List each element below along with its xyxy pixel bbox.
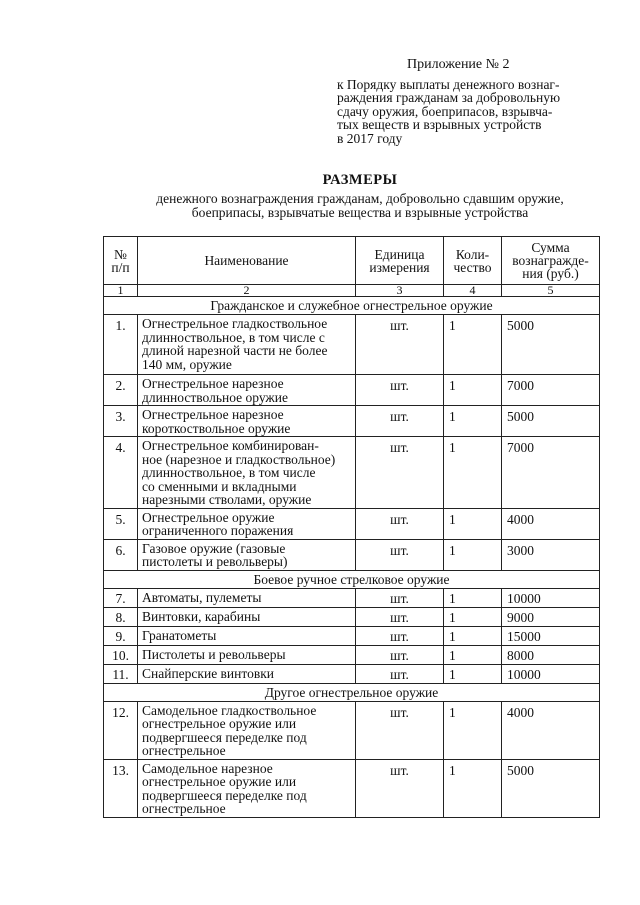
row-quantity: 1: [444, 437, 502, 509]
row-sum: 9000: [502, 607, 600, 626]
appendix-line: раждения гражданам за добровольную: [337, 90, 561, 105]
row-name: [138, 406, 356, 437]
row-name-line: нарезными стволами, оружие: [142, 492, 312, 507]
table-header-row: [104, 237, 600, 285]
column-number: 1: [104, 285, 138, 297]
row-number: 13.: [104, 759, 138, 817]
row-name-line: длиной нарезной части не более: [142, 343, 328, 358]
header-sum-line: вознагражде-: [512, 253, 589, 268]
row-name-line: Огнестрельное нарезное: [142, 376, 284, 391]
row-sum: 5000: [502, 315, 600, 375]
table-row: [104, 645, 600, 664]
row-name-line: Огнестрельное гладкоствольное: [142, 316, 328, 331]
row-name: [138, 539, 356, 570]
appendix-line: в 2017 году: [337, 130, 403, 146]
header-sum-line: Сумма: [531, 240, 570, 255]
row-number: 12.: [104, 701, 138, 759]
column-number: 5: [502, 285, 600, 297]
row-name: [138, 588, 356, 607]
appendix-line: сдачу оружия, боеприпасов, взрывча-: [337, 103, 553, 119]
row-unit: шт.: [356, 437, 444, 509]
header-qty-line: чество: [453, 259, 492, 275]
row-name-line: Самодельное нарезное: [142, 760, 273, 776]
header-qty: [444, 237, 502, 285]
document-title: РАЗМЕРЫ: [322, 172, 398, 188]
table-row: [104, 375, 600, 406]
table-row: [104, 626, 600, 645]
row-name-line: Газовое оружие (газовые: [142, 540, 286, 556]
row-quantity: 1: [444, 607, 502, 626]
header-num: [104, 237, 138, 285]
row-name-line: короткоствольное оружие: [142, 420, 291, 436]
table-row: [104, 315, 600, 375]
row-sum: 4000: [502, 701, 600, 759]
subtitle-line: денежного вознаграждения гражданам, добровольно сдавшим оружие,: [156, 191, 564, 206]
section-title: Гражданское и служебное огнестрельное оружие: [104, 297, 600, 315]
header-name: Наименование: [138, 237, 356, 285]
row-name: [138, 315, 356, 375]
row-sum: 10000: [502, 664, 600, 683]
row-unit: шт.: [356, 315, 444, 375]
row-number: 8.: [104, 607, 138, 626]
row-name: [138, 508, 356, 539]
section-header-row: [104, 683, 600, 701]
row-quantity: 1: [444, 508, 502, 539]
row-name: [138, 759, 356, 817]
row-unit: шт.: [356, 607, 444, 626]
row-sum: 8000: [502, 645, 600, 664]
row-name-line: Огнестрельное комбинирован-: [142, 438, 319, 453]
row-name-line: Снайперские винтовки: [142, 665, 275, 681]
header-sum: [502, 237, 600, 285]
subtitle-line: боеприпасы, взрывчатые вещества и взрывные устройства: [191, 205, 529, 220]
row-quantity: 1: [444, 539, 502, 570]
row-sum: 7000: [502, 375, 600, 406]
row-name-line: ное (нарезное и гладкоствольное): [142, 451, 336, 467]
row-name: [138, 701, 356, 759]
header-qty-line: Коли-: [455, 246, 490, 262]
row-unit: шт.: [356, 588, 444, 607]
row-name-line: подвергшееся переделке под: [142, 729, 307, 745]
row-name: [138, 607, 356, 626]
row-name-line: огнестрельное: [142, 801, 226, 816]
column-number: 3: [356, 285, 444, 297]
column-number-row: [104, 285, 600, 297]
header-num-line: п/п: [111, 259, 130, 275]
row-name-line: Самодельное гладкоствольное: [142, 702, 317, 718]
row-name-line: Огнестрельное нарезное: [142, 407, 284, 422]
row-number: 6.: [104, 539, 138, 570]
row-name-line: Огнестрельное оружие: [142, 509, 275, 525]
row-name-line: длинноствольное оружие: [142, 389, 288, 405]
header-sum-line: ния (руб.): [522, 266, 579, 281]
appendix-number: Приложение № 2: [407, 57, 510, 72]
column-number: 4: [444, 285, 502, 297]
header-unit: [356, 237, 444, 285]
table-row: [104, 406, 600, 437]
row-number: 11.: [104, 664, 138, 683]
row-unit: шт.: [356, 508, 444, 539]
row-name-line: огнестрельное оружие или: [142, 716, 297, 731]
row-sum: 7000: [502, 437, 600, 509]
row-name-line: пистолеты и револьверы): [142, 554, 288, 569]
row-unit: шт.: [356, 645, 444, 664]
row-number: 10.: [104, 645, 138, 664]
table-row: [104, 701, 600, 759]
row-quantity: 1: [444, 315, 502, 375]
row-unit: шт.: [356, 406, 444, 437]
row-unit: шт.: [356, 539, 444, 570]
row-number: 9.: [104, 626, 138, 645]
table-row: [104, 539, 600, 570]
row-number: 5.: [104, 508, 138, 539]
rewards-table: [103, 236, 600, 818]
section-header-row: [104, 570, 600, 588]
row-name: [138, 375, 356, 406]
row-sum: 5000: [502, 406, 600, 437]
row-sum: 4000: [502, 508, 600, 539]
table-row: [104, 588, 600, 607]
row-unit: шт.: [356, 664, 444, 683]
appendix-line: тых веществ и взрывных устройств: [337, 117, 542, 132]
row-name-line: ограниченного поражения: [142, 523, 294, 538]
row-number: 7.: [104, 588, 138, 607]
section-title: Другое огнестрельное оружие: [104, 683, 600, 701]
row-unit: шт.: [356, 701, 444, 759]
header-unit-line: измерения: [369, 259, 430, 275]
row-name-line: Пистолеты и револьверы: [142, 646, 286, 662]
table-row: [104, 607, 600, 626]
row-name: [138, 645, 356, 664]
row-name: [138, 626, 356, 645]
row-unit: шт.: [356, 375, 444, 406]
row-quantity: 1: [444, 406, 502, 437]
row-name-line: 140 мм, оружие: [142, 356, 232, 372]
row-quantity: 1: [444, 626, 502, 645]
header-num-line: №: [114, 246, 127, 262]
table-row: [104, 508, 600, 539]
row-quantity: 1: [444, 588, 502, 607]
row-name-line: длинноствольное, в том числе с: [142, 329, 325, 345]
row-name-line: Винтовки, карабины: [142, 608, 261, 624]
row-name-line: длинноствольное, в том числе: [142, 465, 316, 480]
row-name-line: Гранатометы: [142, 627, 217, 643]
row-number: 4.: [104, 437, 138, 509]
header-unit-line: Единица: [374, 246, 425, 262]
appendix-header: [337, 58, 607, 145]
table-row: [104, 437, 600, 509]
column-number: 2: [138, 285, 356, 297]
row-unit: шт.: [356, 759, 444, 817]
section-title: Боевое ручное стрелковое оружие: [104, 570, 600, 588]
row-sum: 3000: [502, 539, 600, 570]
table-body: [104, 297, 600, 818]
table-row: [104, 664, 600, 683]
row-number: 2.: [104, 375, 138, 406]
row-quantity: 1: [444, 664, 502, 683]
row-sum: 10000: [502, 588, 600, 607]
row-unit: шт.: [356, 626, 444, 645]
row-quantity: 1: [444, 701, 502, 759]
section-header-row: [104, 297, 600, 315]
row-name-line: огнестрельное: [142, 743, 226, 758]
document-subtitle: [60, 192, 640, 220]
row-quantity: 1: [444, 645, 502, 664]
table-row: [104, 759, 600, 817]
row-number: 3.: [104, 406, 138, 437]
row-name: [138, 664, 356, 683]
row-name-line: огнестрельное оружие или: [142, 774, 297, 789]
row-name-line: Автоматы, пулеметы: [142, 589, 262, 605]
row-number: 1.: [104, 315, 138, 375]
row-name-line: со сменными и вкладными: [142, 478, 297, 494]
row-quantity: 1: [444, 759, 502, 817]
row-name: [138, 437, 356, 509]
row-quantity: 1: [444, 375, 502, 406]
row-name-line: подвергшееся переделке под: [142, 787, 307, 803]
row-sum: 15000: [502, 626, 600, 645]
row-sum: 5000: [502, 759, 600, 817]
appendix-line: к Порядку выплаты денежного вознаг-: [337, 76, 560, 92]
